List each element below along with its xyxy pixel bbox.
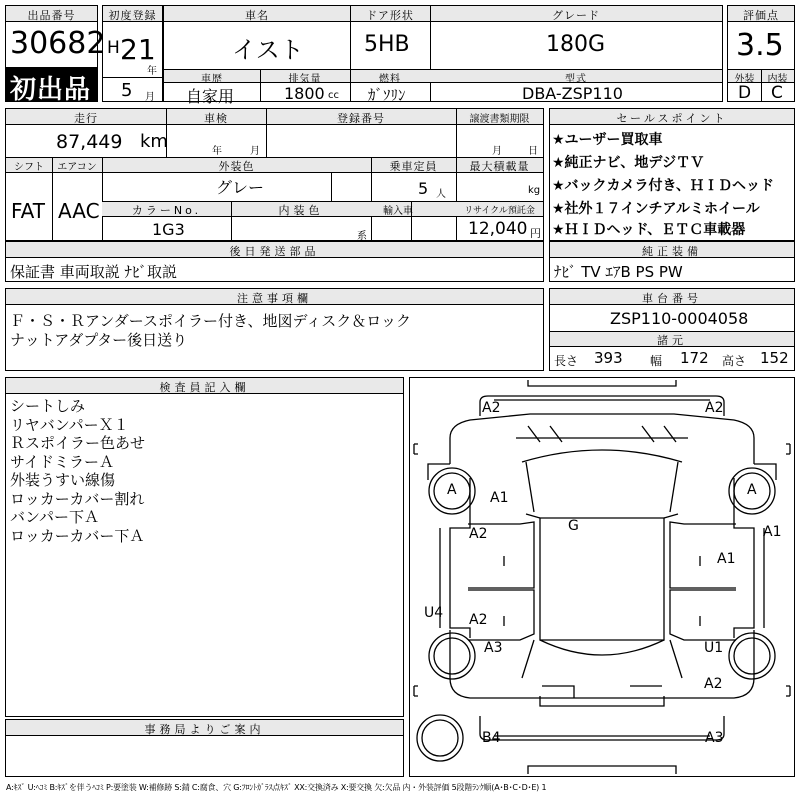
displacement-value: 1800 <box>284 84 325 103</box>
width-label: 幅 <box>650 354 663 368</box>
model-code-label: 型式 <box>565 74 587 85</box>
transfer-day-unit: 日 <box>528 146 538 157</box>
shift-label: シフト <box>14 162 44 173</box>
inspector-line: 外装うすい線傷 <box>10 471 116 489</box>
inspector-line: シートしみ <box>10 397 86 415</box>
recycle-label: リサイクル預託金 <box>464 206 535 216</box>
int-score-value: C <box>771 83 783 103</box>
later-parts-value: 保証書 車両取説 ﾅﾋﾞ取説 <box>10 263 178 281</box>
legend-text: A:ｷｽﾞ U:ﾍｺﾐ B:ｷｽﾞを伴うﾍｺﾐ P:要塗装 W:補修跡 S:錆 C:腐食、穴 G:ﾌﾛﾝﾄｶﾞﾗｽ点ｷｽﾞ XX:交換済み X:要交換 欠:欠品 内・外装評価 5段階ﾗﾝｸ順(A･B･C･D･E) 1 <box>6 783 547 792</box>
vehicle-details-box <box>5 108 544 241</box>
chassis-box <box>549 288 795 371</box>
fuel-label: 燃料 <box>379 74 401 85</box>
inspector-line: リヤバンパーＸ１ <box>10 415 129 434</box>
length-label: 長さ <box>554 354 579 368</box>
mark-front-right: A2 <box>705 400 724 416</box>
inspector-line: Ｒスポイラー色あせ <box>10 434 146 452</box>
interior-color-unit: 系 <box>357 231 367 242</box>
exterior-color-value: グレー <box>216 178 265 197</box>
grade-label: グレード <box>552 9 600 22</box>
car-info-box <box>163 5 723 106</box>
mark-rear-bumper-left: B4 <box>482 730 501 746</box>
car-history-label: 車歴 <box>201 74 223 85</box>
car-diagram-box <box>409 377 795 777</box>
height-label: 高さ <box>722 354 747 368</box>
first-listing-text: 初出品 <box>10 75 92 105</box>
fuel-value: ｶﾞｿﾘﾝ <box>368 86 406 104</box>
mileage-unit: km <box>140 131 168 152</box>
inspector-line: バンパー下Ａ <box>10 508 99 526</box>
first-reg-month-unit: 月 <box>145 92 155 103</box>
exterior-color-label: 外装色 <box>218 160 255 173</box>
inspector-label: 検査員記入欄 <box>159 381 250 394</box>
lot-number: 30682 <box>10 26 106 61</box>
mark-right-door: A1 <box>717 551 736 567</box>
later-parts-label: 後日発送部品 <box>229 245 320 258</box>
registration-label: 登録番号 <box>337 112 385 125</box>
max-load-unit: kg <box>528 185 541 196</box>
score-label: 評価点 <box>743 9 779 22</box>
lot-box <box>5 5 106 105</box>
width-value: 172 <box>680 349 709 367</box>
capacity-value: 5 <box>418 179 429 198</box>
aircon-value: AAC <box>58 199 100 223</box>
recycle-value: 12,040 <box>468 219 528 239</box>
mark-rear-right: A2 <box>704 676 723 692</box>
mark-right-fender: A1 <box>763 524 782 540</box>
mark-roof: G <box>568 518 579 534</box>
color-no-value: 1G3 <box>152 220 185 239</box>
mileage-value: 87,449 <box>56 131 123 153</box>
notices-box <box>5 288 544 371</box>
mark-front-left: A2 <box>482 400 501 416</box>
office-label: 事務局よりご案内 <box>144 723 265 736</box>
first-reg-label: 初度登録 <box>108 9 157 22</box>
equipment-value: ﾅﾋﾞ TV ｴｱB PS PW <box>554 263 683 281</box>
height-value: 152 <box>760 349 789 367</box>
transfer-label: 譲渡書類期限 <box>469 114 530 125</box>
equipment-box <box>549 241 795 282</box>
inspection-year-unit: 年 <box>212 146 222 157</box>
mileage-label: 走行 <box>74 112 98 125</box>
recycle-unit: 円 <box>530 227 541 240</box>
ext-score-value: D <box>738 83 752 103</box>
selling-point-4: ★社外１７インチアルミホイール <box>552 201 760 217</box>
chassis-value: ZSP110-0004058 <box>610 309 749 328</box>
model-code-value: DBA-ZSP110 <box>522 84 623 103</box>
car-name-label: 車名 <box>245 9 269 22</box>
lot-label: 出品番号 <box>27 9 76 22</box>
first-reg-year-unit: 年 <box>147 66 157 77</box>
selling-point-3: ★バックカメラ付き、ＨＩＤヘッド <box>552 178 774 194</box>
mark-left-door-front: A2 <box>469 526 488 542</box>
selling-point-2: ★純正ナビ、地デジＴＶ <box>552 155 705 171</box>
inspector-line: ロッカーカバー割れ <box>10 489 145 508</box>
transfer-month-unit: 月 <box>492 146 502 157</box>
mark-wheel-rl: A3 <box>484 640 503 656</box>
displacement-unit: cc <box>328 90 339 101</box>
grade-value: 180G <box>546 32 606 57</box>
door-type-label: ドア形状 <box>366 9 414 22</box>
chassis-label: 車台番号 <box>642 292 702 305</box>
ext-score-label: 外装 <box>734 74 755 85</box>
first-reg-box <box>102 5 163 102</box>
dimensions-label: 諸元 <box>657 334 687 347</box>
length-value: 393 <box>594 349 623 367</box>
interior-color-label: 内装色 <box>278 204 324 217</box>
score-value: 3.5 <box>736 28 784 63</box>
first-reg-era: H <box>107 38 120 58</box>
mark-wheel-fr: A <box>747 482 757 498</box>
inspector-line: ロッカーカバー下Ａ <box>10 526 145 545</box>
inspector-line: サイドミラーＡ <box>10 452 114 471</box>
mark-wheel-rr: U1 <box>704 640 724 656</box>
selling-points-box <box>549 108 795 241</box>
notice-line-2: ナットアダプター後日送り <box>10 331 188 349</box>
max-load-label: 最大積載量 <box>469 160 530 173</box>
mark-left-door-rear: A2 <box>469 612 488 628</box>
first-reg-month: 5 <box>121 80 133 101</box>
office-box <box>5 719 404 777</box>
equipment-label: 純正装備 <box>642 245 702 258</box>
mark-left-rocker: U4 <box>424 605 444 621</box>
selling-points-label: セールスポイント <box>616 112 728 125</box>
mark-wheel-fl: A <box>447 482 457 498</box>
inspector-notes <box>10 397 390 545</box>
car-diagram <box>410 378 794 776</box>
mark-hood-left: A1 <box>490 490 509 506</box>
selling-point-5: ★ＨＩＤヘッド、ＥＴＣ車載器 <box>552 222 746 238</box>
car-history-value: 自家用 <box>186 87 235 106</box>
inspection-month-unit: 月 <box>250 146 260 157</box>
shift-value: FAT <box>11 199 46 223</box>
inspector-box <box>5 377 404 717</box>
selling-point-1: ★ユーザー買取車 <box>552 132 663 148</box>
first-reg-year: 21 <box>120 33 156 66</box>
notice-line-1: Ｆ・Ｓ・Ｒアンダースポイラー付き、地図ディスク＆ロック <box>10 312 411 330</box>
inspection-label: 車検 <box>204 112 228 125</box>
import-label: 輸入車 <box>383 206 413 217</box>
later-parts-box <box>5 241 544 282</box>
color-no-label: カラーNo. <box>131 204 202 217</box>
door-type-value: 5HB <box>364 32 410 57</box>
displacement-label: 排気量 <box>288 74 322 85</box>
capacity-unit: 人 <box>436 189 446 200</box>
mark-rear-bumper-right: A3 <box>705 730 724 746</box>
int-score-label: 内装 <box>767 74 788 85</box>
score-box <box>727 5 795 102</box>
car-name-value: イスト <box>232 36 304 64</box>
capacity-label: 乗車定員 <box>389 160 438 173</box>
notices-label: 注意事項欄 <box>237 292 312 305</box>
aircon-label: エアコン <box>57 162 97 173</box>
